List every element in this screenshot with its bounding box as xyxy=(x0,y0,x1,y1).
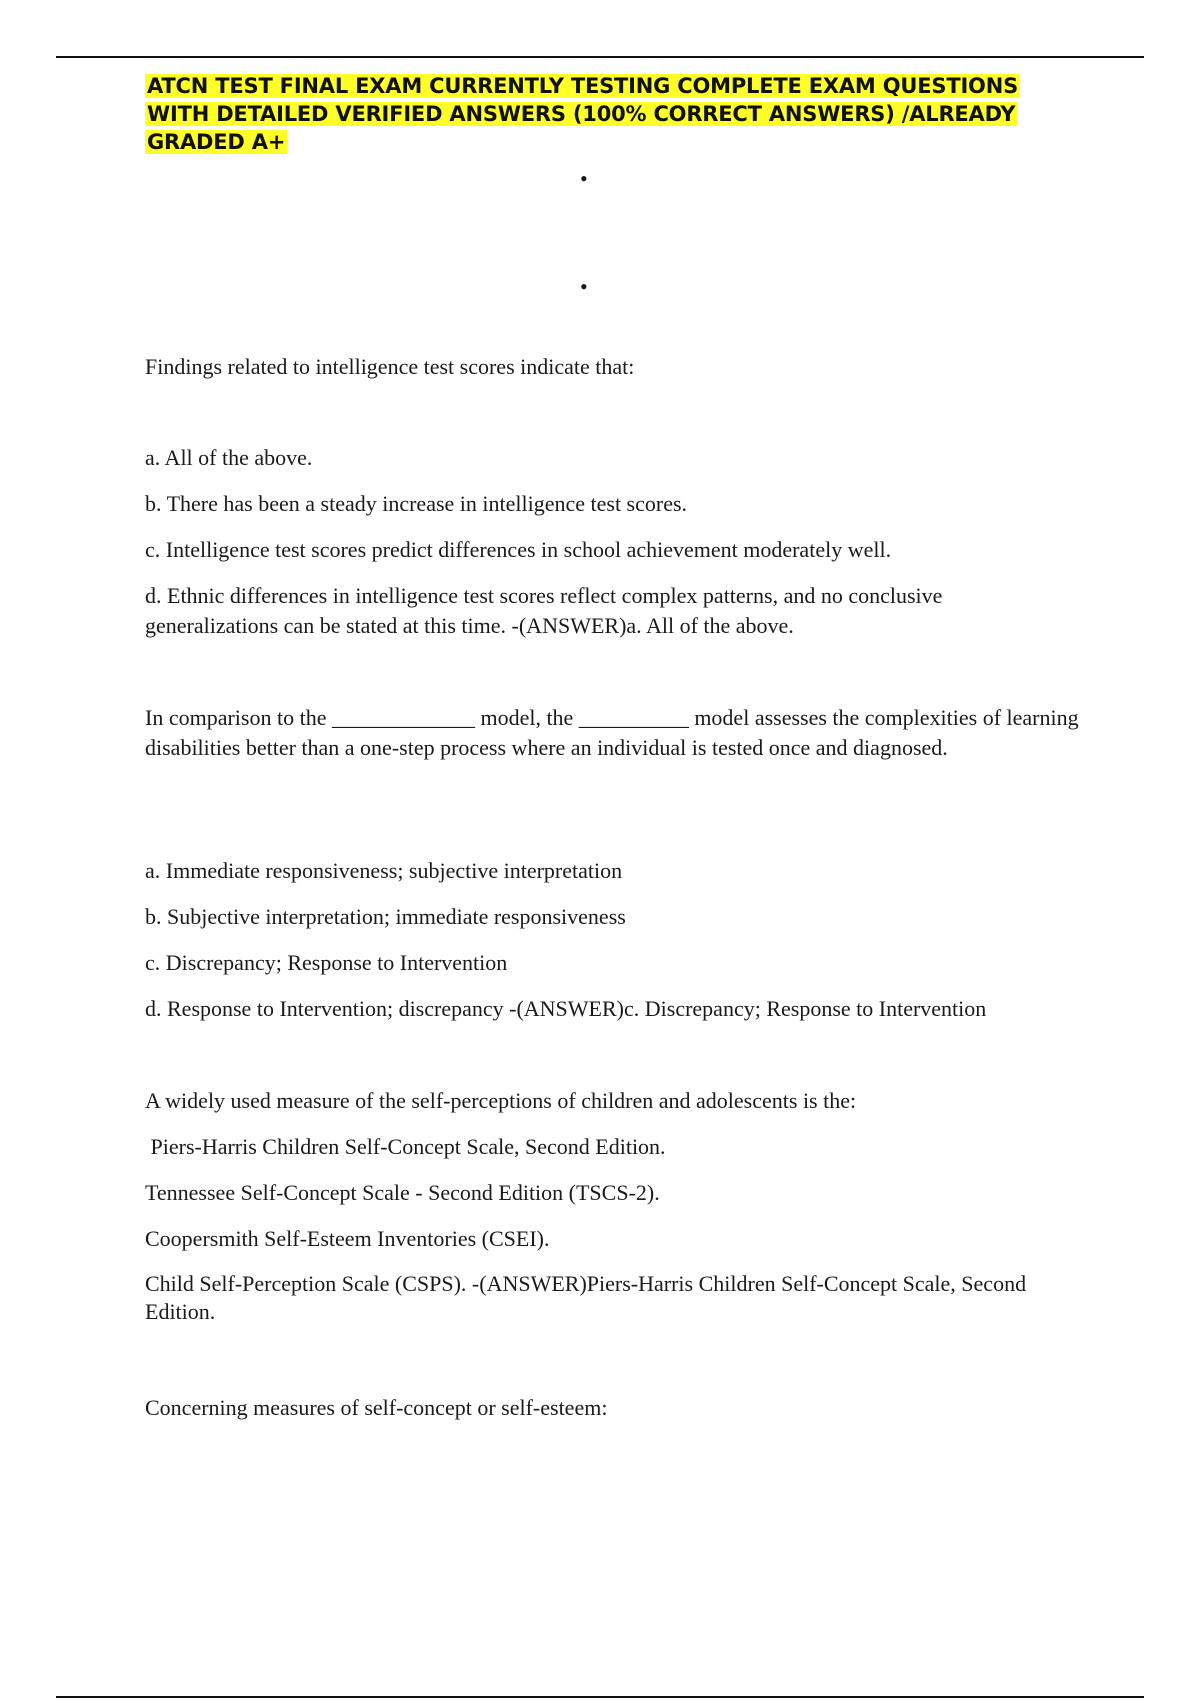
question-2-option-d-answer: d. Response to Intervention; discrepancy -(ANSWER)c. Discrepancy; Response to Intervention xyxy=(145,996,987,1021)
question-1-option-a: a. All of the above. xyxy=(145,445,313,470)
question-3-stem: A widely used measure of the self-perceptions of children and adolescents is the: xyxy=(145,1088,857,1113)
question-3-option-1: Piers-Harris Children Self-Concept Scale, Second Edition. xyxy=(145,1134,666,1159)
question-2-option-a: a. Immediate responsiveness; subjective interpretation xyxy=(145,858,623,883)
bullet-1: • xyxy=(580,166,588,191)
question-3-option-3: Coopersmith Self-Esteem Inventories (CSEI). xyxy=(145,1226,550,1251)
question-2-stem: In comparison to the _____________ model, the __________ model assesses the complexities of learning disabilities better than a one-step process where an individual is tested once and diagnosed. xyxy=(145,705,1079,760)
question-2-option-b: b. Subjective interpretation; immediate responsiveness xyxy=(145,904,626,929)
bottom-rule xyxy=(56,1696,1144,1698)
question-1-option-d-answer: d. Ethnic differences in intelligence test scores reflect complex patterns, and no conclusive generalizations can be stated at this time. -(ANSWER)a. All of the above. xyxy=(145,583,943,638)
document-title-highlight: ATCN TEST FINAL EXAM CURRENTLY TESTING COMPLETE EXAM QUESTIONS WITH DETAILED VERIFIED ANSWERS (100% CORRECT ANSWERS) /ALREADY GRADED A+ xyxy=(147,74,1019,154)
page-content xyxy=(145,72,1080,1420)
bullet-2: • xyxy=(580,274,588,299)
top-rule xyxy=(56,56,1144,58)
question-1-stem: Findings related to intelligence test scores indicate that: xyxy=(145,354,635,379)
question-4-stem: Concerning measures of self-concept or self-esteem: xyxy=(145,1395,608,1420)
document-title xyxy=(145,72,1080,156)
question-1-option-b: b. There has been a steady increase in intelligence test scores. xyxy=(145,491,688,516)
question-2-option-c: c. Discrepancy; Response to Intervention xyxy=(145,950,508,975)
question-3-option-4-answer: Child Self-Perception Scale (CSPS). -(ANSWER)Piers-Harris Children Self-Concept Scale, Second Edition. xyxy=(145,1271,1027,1324)
question-1-option-c: c. Intelligence test scores predict differences in school achievement moderately well. xyxy=(145,537,892,562)
question-3-option-2: Tennessee Self-Concept Scale - Second Edition (TSCS-2). xyxy=(145,1180,660,1205)
